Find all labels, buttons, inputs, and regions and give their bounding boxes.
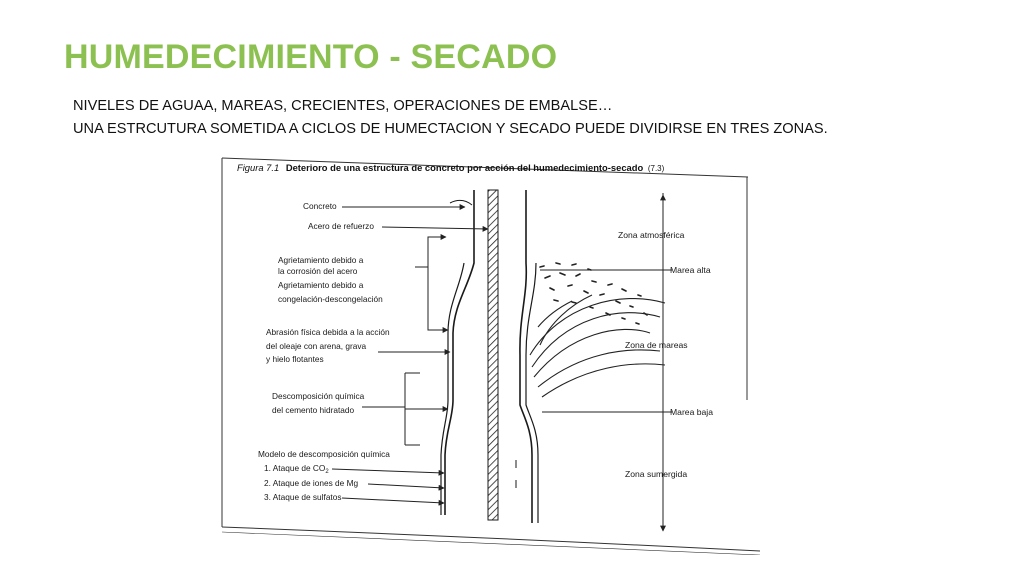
label-modelo: Modelo de descomposición química (258, 449, 390, 459)
figure-caption (237, 162, 665, 173)
label-ataque-1: 1. Ataque de $CO_2$ (264, 463, 329, 475)
figure-diagram (220, 155, 760, 555)
zone-axis (540, 193, 672, 531)
label-zona-mareas: Zona de mareas (625, 340, 688, 350)
label-agriet-2b: congelación-descongelación (278, 294, 383, 304)
concrete-pile (441, 190, 538, 523)
body-line-1: NIVELES DE AGUAA, MAREAS, CRECIENTES, OPERACIONES DE EMBALSE… (73, 98, 613, 114)
label-agriet-1b: la corrosión del acero (278, 266, 358, 276)
label-ataque-3: 3. Ataque de sulfatos (264, 492, 342, 502)
label-zona-atmosferica: Zona atmosférica (618, 230, 685, 240)
caption-title: Deterioro de una estructura de concreto por acción del humedecimiento-secado (285, 162, 644, 173)
slide-title: HUMEDECIMIENTO - SECADO (64, 38, 558, 76)
label-marea-baja: Marea baja (670, 407, 713, 417)
label-marea-alta: Marea alta (670, 265, 711, 275)
label-acero: Acero de refuerzo (308, 221, 374, 231)
label-abrasion-c: y hielo flotantes (266, 354, 324, 364)
label-agriet-2a: Agrietamiento debido a (278, 280, 364, 290)
caption-ref: (7.3) (647, 164, 665, 173)
caption-prefix: Figura 7.1 (237, 162, 280, 173)
label-abrasion-a: Abrasión física debida a la acción (266, 327, 390, 337)
slide-body (73, 95, 828, 141)
body-line-2: UNA ESTRCUTURA SOMETIDA A CICLOS DE HUMECTACION Y SECADO PUEDE DIVIDIRSE EN TRES ZONAS. (73, 121, 828, 137)
label-concreto: Concreto (303, 201, 337, 211)
label-agriet-1a: Agrietamiento debido a (278, 255, 364, 265)
label-ataque-2: 2. Ataque de iones de Mg (264, 478, 359, 488)
label-zona-sumergida: Zona sumergida (625, 469, 688, 479)
label-descomp-a: Descomposición química (272, 391, 365, 401)
label-abrasion-b: del oleaje con arena, grava (266, 341, 367, 351)
waves-drawing (530, 263, 665, 397)
label-descomp-b: del cemento hidratado (272, 405, 355, 415)
